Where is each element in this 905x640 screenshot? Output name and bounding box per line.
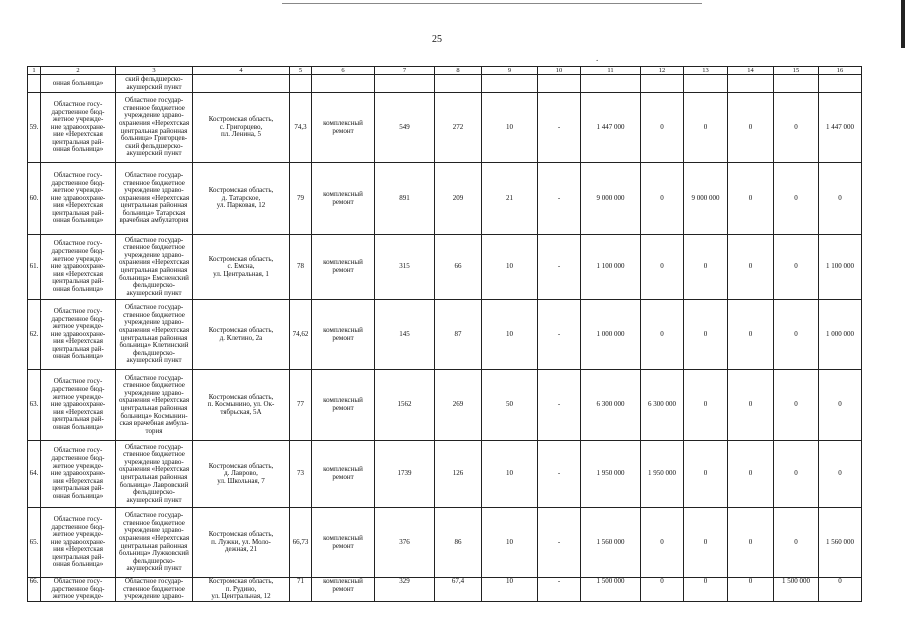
table-cell: Костромская область, д. Лаврово, ул. Школьная, 7: [193, 441, 290, 508]
table-cell: [538, 75, 581, 93]
table-cell: 9 000 000: [581, 163, 641, 235]
table-cell: 12: [641, 67, 684, 75]
table-cell: 67,4: [435, 578, 482, 602]
table-cell: Областное государ- ственное бюджетное учреждение здраво-: [116, 578, 193, 602]
table-cell: 1562: [375, 370, 435, 441]
table-cell: 60.: [28, 163, 41, 235]
table-cell: 10: [482, 93, 538, 163]
table-cell: 9: [482, 67, 538, 75]
table-cell: 0: [728, 370, 774, 441]
table-cell: ский фельдшерско- акушерский пункт: [116, 75, 193, 93]
table-cell: Областное госу- дарственное бюд- жетное учрежде-: [41, 578, 116, 602]
table-cell: 0: [774, 441, 819, 508]
table-cell: 0: [684, 370, 728, 441]
table-cell: -: [538, 441, 581, 508]
table-cell: [684, 75, 728, 93]
table-cell: Областное госу- дарственное бюд- жетное учрежде- ние здравоохране- ния «Нерехтская центральная рай- онная больница»: [41, 508, 116, 578]
table-cell: [193, 75, 290, 93]
table-cell: [290, 75, 312, 93]
table-cell: комплексный ремонт: [312, 578, 375, 602]
table-cell: 63.: [28, 370, 41, 441]
table-cell: 1 447 000: [581, 93, 641, 163]
table-cell: 0: [684, 441, 728, 508]
table-cell: 1 447 000: [819, 93, 862, 163]
table-cell: 209: [435, 163, 482, 235]
table-cell: 0: [819, 441, 862, 508]
table-cell: 77: [290, 370, 312, 441]
budget-table: [27, 66, 862, 602]
table-cell: Костромская область, п. Лужки, ул. Моло- дежная, 21: [193, 508, 290, 578]
table-cell: Областное государ- ственное бюджетное учреждение здраво- охранения «Нерехтская центральная районная больница» Космынин- ская врачебная амбула- тория: [116, 370, 193, 441]
table-cell: [774, 75, 819, 93]
table-cell: -: [538, 235, 581, 300]
table-cell: комплексный ремонт: [312, 300, 375, 370]
table-cell: 71: [290, 578, 312, 602]
table-cell: 6 300 000: [581, 370, 641, 441]
table-cell: 0: [641, 93, 684, 163]
page-number: 25: [432, 34, 442, 45]
table-cell: Областное государ- ственное бюджетное учреждение здраво- охранения «Нерехтская центральная районная больница» Лавровский фельдшерско- акушерский пункт: [116, 441, 193, 508]
table-cell: 74,62: [290, 300, 312, 370]
table-row: [28, 300, 862, 370]
table-cell: Областное госу- дарственное бюд- жетное учрежде- ние здравоохране- ния «Нерехтская центральная рай- онная больница»: [41, 300, 116, 370]
table-cell: 0: [774, 235, 819, 300]
table-cell: Костромская область, с. Емсна, ул. Центральная, 1: [193, 235, 290, 300]
table-cell: [482, 75, 538, 93]
table-cell: [728, 75, 774, 93]
table-cell: -: [538, 578, 581, 602]
page-mark: .: [596, 53, 599, 63]
table-row: [28, 235, 862, 300]
table-cell: [28, 75, 41, 93]
table-cell: 3: [116, 67, 193, 75]
table-cell: 126: [435, 441, 482, 508]
table-cell: комплексный ремонт: [312, 235, 375, 300]
table-row: [28, 93, 862, 163]
table-cell: 0: [774, 163, 819, 235]
table-cell: 315: [375, 235, 435, 300]
table-cell: 0: [684, 93, 728, 163]
table-cell: 73: [290, 441, 312, 508]
table-cell: Областное государ- ственное бюджетное учреждение здраво- охранения «Нерехтская центральная районная больница» Клетинский фельдшерско- акушерский пункт: [116, 300, 193, 370]
table-cell: 0: [728, 93, 774, 163]
table-cell: 0: [728, 235, 774, 300]
table-cell: 1 560 000: [581, 508, 641, 578]
table-cell: 269: [435, 370, 482, 441]
table-cell: 1 950 000: [581, 441, 641, 508]
table-cell: [375, 75, 435, 93]
table-cell: онная больница»: [41, 75, 116, 93]
table-cell: 10: [482, 235, 538, 300]
table-cell: Областное госу- дарственное бюд- жетное учрежде- ние здравоохране- ния «Нерехтская центральная рай- онная больница»: [41, 235, 116, 300]
table-cell: 272: [435, 93, 482, 163]
table-cell: -: [538, 508, 581, 578]
table-cell: -: [538, 370, 581, 441]
table-cell: 0: [728, 300, 774, 370]
table-cell: 4: [193, 67, 290, 75]
table-cell: комплексный ремонт: [312, 441, 375, 508]
table-cell: 74,3: [290, 93, 312, 163]
table-cell: 8: [435, 67, 482, 75]
table-cell: 1 100 000: [581, 235, 641, 300]
table-cell: 7: [375, 67, 435, 75]
table-cell: 145: [375, 300, 435, 370]
table-cell: 0: [774, 508, 819, 578]
table-cell: 0: [684, 235, 728, 300]
table-cell: 0: [728, 441, 774, 508]
table-cell: 891: [375, 163, 435, 235]
table-cell: 50: [482, 370, 538, 441]
table-cell: 0: [819, 163, 862, 235]
table-cell: 59.: [28, 93, 41, 163]
table-body: [28, 67, 862, 602]
table-cell: 86: [435, 508, 482, 578]
table-cell: 0: [684, 508, 728, 578]
table-cell: -: [538, 300, 581, 370]
table-cell: 66.: [28, 578, 41, 602]
table-cell: 78: [290, 235, 312, 300]
table-cell: 1739: [375, 441, 435, 508]
scan-edge-mark: [901, 0, 905, 48]
table-cell: 15: [774, 67, 819, 75]
table-cell: Областное госу- дарственное бюд- жетное учрежде- ние здравоохране- ние «Нерехтская центральная рай- онная больница»: [41, 93, 116, 163]
table-cell: 329: [375, 578, 435, 602]
table-cell: 0: [774, 370, 819, 441]
header-row: [28, 67, 862, 75]
table-cell: 0: [641, 508, 684, 578]
table-cell: Областное государ- ственное бюджетное учреждение здраво- охранения «Нерехтская центральная районная больница» Емсненский фельдшерско- акушерский пункт: [116, 235, 193, 300]
table-cell: 1 000 000: [819, 300, 862, 370]
table-row: [28, 508, 862, 578]
table-cell: комплексный ремонт: [312, 370, 375, 441]
table-cell: 0: [641, 163, 684, 235]
table-cell: 13: [684, 67, 728, 75]
table-cell: 16: [819, 67, 862, 75]
table-row: [28, 370, 862, 441]
table-cell: Костромская область, п. Рудино, ул. Центральная, 12: [193, 578, 290, 602]
top-rule: [282, 3, 702, 4]
table-cell: 11: [581, 67, 641, 75]
table-row: [28, 578, 862, 602]
table-cell: 14: [728, 67, 774, 75]
table-cell: 87: [435, 300, 482, 370]
table-cell: 1 000 000: [581, 300, 641, 370]
table-cell: комплексный ремонт: [312, 93, 375, 163]
table-cell: 1 560 000: [819, 508, 862, 578]
table-cell: комплексный ремонт: [312, 163, 375, 235]
table-cell: [581, 75, 641, 93]
table-cell: 10: [482, 441, 538, 508]
table-cell: -: [538, 93, 581, 163]
table-cell: 0: [641, 235, 684, 300]
table-cell: 0: [774, 300, 819, 370]
table-cell: 2: [41, 67, 116, 75]
table-cell: 5: [290, 67, 312, 75]
table-cell: [312, 75, 375, 93]
table-cell: 0: [684, 300, 728, 370]
table-cell: 549: [375, 93, 435, 163]
table-cell: Областное госу- дарственное бюд- жетное учрежде- ние здравоохране- ния «Нерехтская центральная рай- онная больница»: [41, 441, 116, 508]
table-cell: 62.: [28, 300, 41, 370]
table-cell: 10: [482, 578, 538, 602]
table-cell: 10: [482, 300, 538, 370]
table-cell: 61.: [28, 235, 41, 300]
table-cell: [819, 75, 862, 93]
table-cell: [641, 75, 684, 93]
table-cell: 376: [375, 508, 435, 578]
table-cell: 0: [684, 578, 728, 602]
table-cell: Областное госу- дарственное бюд- жетное учрежде- ние здравоохране- ния «Нерехтская центральная рай- онная больница»: [41, 370, 116, 441]
table-cell: [435, 75, 482, 93]
table-cell: 79: [290, 163, 312, 235]
table-cell: Областное госу- дарственное бюд- жетное учрежде- ние здравоохране- ния «Нерехтская центральная рай- онная больница»: [41, 163, 116, 235]
table-row: [28, 75, 862, 93]
table-cell: 10: [482, 508, 538, 578]
table-cell: 1: [28, 67, 41, 75]
table-cell: комплексный ремонт: [312, 508, 375, 578]
table-cell: 0: [728, 508, 774, 578]
table-cell: Костромская область, с. Григорцево, пл. Ленина, 5: [193, 93, 290, 163]
table-cell: Костромская область, д. Клетино, 2а: [193, 300, 290, 370]
table-cell: 10: [538, 67, 581, 75]
table-cell: 0: [819, 578, 862, 602]
table-row: [28, 441, 862, 508]
table-cell: 1 500 000: [581, 578, 641, 602]
table-cell: Областное государ- ственное бюджетное учреждение здраво- охранения «Нерехтская центральная районная больница» Татарская врачебная амбулатория: [116, 163, 193, 235]
table-cell: 21: [482, 163, 538, 235]
table-cell: 1 500 000: [774, 578, 819, 602]
table-cell: 0: [641, 300, 684, 370]
table-cell: 65.: [28, 508, 41, 578]
table-cell: Областное государ- ственное бюджетное учреждение здраво- охранения «Нерехтская центральная районная больница» Лужковский фельдшерско- акушерский пункт: [116, 508, 193, 578]
table-cell: Костромская область, д. Татарское, ул. Парковая, 12: [193, 163, 290, 235]
table-cell: 66: [435, 235, 482, 300]
table-cell: 6 300 000: [641, 370, 684, 441]
table-cell: 6: [312, 67, 375, 75]
table-cell: 1 100 000: [819, 235, 862, 300]
table-cell: Костромская область, п. Космынино, ул. Ок- тябрьская, 5А: [193, 370, 290, 441]
table-cell: 1 950 000: [641, 441, 684, 508]
table-cell: 0: [728, 163, 774, 235]
table-cell: -: [538, 163, 581, 235]
table-cell: 0: [774, 93, 819, 163]
table-row: [28, 163, 862, 235]
table-cell: 66,73: [290, 508, 312, 578]
table-cell: 0: [728, 578, 774, 602]
table-cell: 9 000 000: [684, 163, 728, 235]
table-cell: 0: [641, 578, 684, 602]
table-cell: 0: [819, 370, 862, 441]
table-cell: 64.: [28, 441, 41, 508]
table-cell: Областное государ- ственное бюджетное учреждение здраво- охранения «Нерехтская центральная районная больница» Григорцев- ский фельдшерско- акушерский пункт: [116, 93, 193, 163]
